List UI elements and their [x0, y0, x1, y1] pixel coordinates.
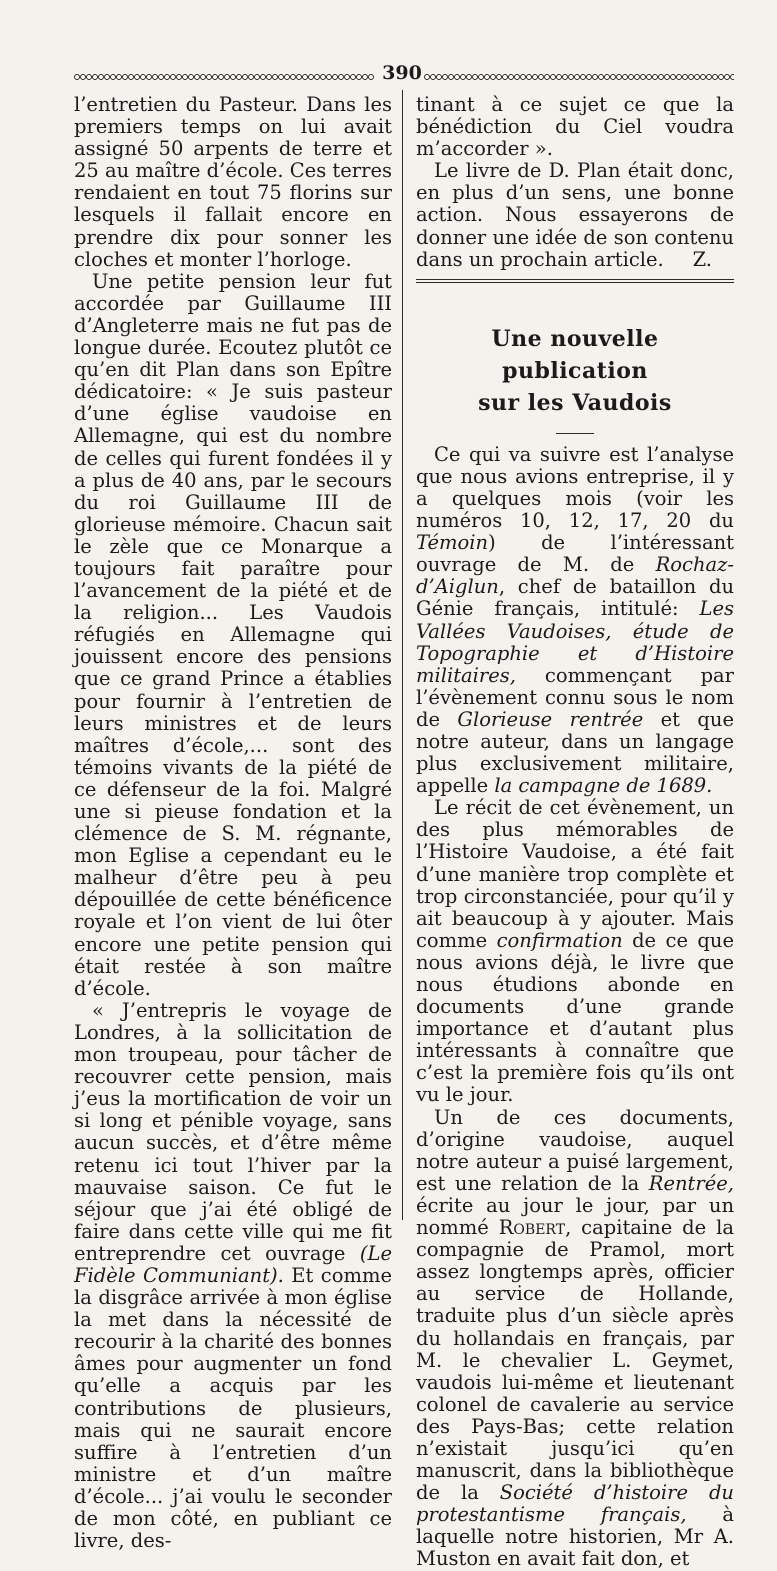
article-title-line: Une nouvelle publication — [491, 325, 659, 384]
text-run: ) de l’intéressant ouvrage de M. de — [416, 531, 734, 577]
text-run: Le récit de cet évènement, un des plus mémorables de l’Histoire Vaudoise, a été fait d’une manière trop complète et trop circonstanciée, pour qu’il y ait beaucoup à y ajouter. Mais comme — [416, 796, 734, 952]
right-column — [416, 94, 734, 1571]
journal-title: Témoin — [416, 531, 489, 555]
text-run: commençant par l’évènement connu sous le nom de — [416, 663, 734, 731]
book-title: Les Vallées Vaudoises, étude de Topographie et d’Histoire militaires, — [416, 597, 734, 687]
article-title-line: sur les Vaudois — [478, 389, 672, 416]
book-title: (Le Fidèle Communiant). — [74, 1241, 392, 1287]
paragraph — [416, 1107, 734, 1571]
paragraph — [416, 797, 734, 1106]
title-rule — [556, 433, 594, 434]
event-name: la campagne de 1689. — [494, 774, 713, 798]
paragraph: l’entretien du Pasteur. Dans les premiers temps on lui avait assigné 50 arpents de terre et 25 au maître d’école. Ces terres rendaient en tout 75 florins sur lesquels il fallait encore en prendre dix pour sonner les cloches et monter l’horloge. — [74, 93, 392, 271]
emphasis: confirmation — [496, 928, 623, 952]
text-run: et que notre auteur, dans un langage plus exclusivement militaire, appelle — [416, 707, 734, 798]
author-name: Rochaz-d’Aiglun — [416, 553, 734, 599]
text-run: Le livre de D. Plan était donc, en plus d’un sens, une bonne action. Nous essayerons de donner une idée de son contenu dans un prochain article. — [416, 159, 734, 271]
page-header — [74, 62, 734, 84]
text-run: à laquelle notre historien, Mr A. Muston en avait fait don, et — [416, 1503, 734, 1571]
paragraph — [416, 160, 734, 270]
text-run: écrite au jour le jour, par un nommé — [416, 1193, 734, 1240]
paragraph: Une petite pension leur fut accordée par Guillaume III d’Angleterre mais ne fut pas de longue durée. Ecoutez plutôt ce qu’en dit Plan dans son Epître dédicatoire: « Je suis pasteur d’une église vaudoise en Allemagne, qui est du nombre de celles qui furent fondées il y a plus de 40 ans, par le secours du roi Guillaume III de glorieuse mémoire. Chacun sait le zèle que ce Monarque a toujours fait paraître pour l’avancement de la piété et de la religion... Les Vaudois réfugiés en Allemagne qui jouissent encore des pensions que ce grand Prince a établies pour fournir à l’entretien de leurs ministres et de leurs maîtres d’école,... sont des témoins vivants de la piété de ce défenseur de la foi. Malgré une si pieuse fondation et la clémence de S. M. régnante, mon Eglise a cependant eu le malheur d’être peu à peu dépouillée de cette bénéficence royale et l’on vient de lui ôter encore une petite pension qui était restée à son maître d’école. — [74, 269, 392, 1000]
text-run: Ce qui va suivre est l’analyse que nous avions entreprise, il y a quelques mois (voir les numéros 10, 12, 17, 20 du — [416, 442, 734, 533]
column-divider — [402, 90, 403, 1220]
text-run: , capitaine de la compagnie de Pramol, mort assez longtemps après, officier au service de Hollande, traduite plus d’un siècle après du hollandais en français, par M. le chevalier L. Geymet, vaudois lui-même et lieutenant colonel de cavalerie au service des Pays-Bas; cette relation n’existait jusqu’ici qu’en manuscrit, dans la bibliothèque de la — [416, 1216, 734, 1505]
page-number: 390 — [382, 62, 422, 84]
header-ornament-right — [424, 74, 734, 80]
society-name: Société d’histoire du protestantisme français, — [416, 1481, 734, 1527]
event-name: Rentrée, — [648, 1171, 734, 1195]
person-name: Robert — [498, 1216, 566, 1240]
header-ornament-left — [74, 74, 374, 80]
text-run: de ce que nous avions déjà, le livre que nous étudions abonde en documents d’une grande importance et d’autant plus intéressants à connaître que c’est la première fois qu’ils ont vu le jour. — [416, 928, 734, 1107]
signature: Z. — [692, 247, 712, 271]
text-run: , chef de bataillon du Génie français, intitulé: — [416, 575, 734, 621]
paragraph — [74, 1000, 392, 1552]
article-title — [416, 323, 734, 419]
paragraph: tinant à ce sujet ce que la bénédiction du Ciel voudra m’accorder ». — [416, 93, 734, 161]
event-name: Glorieuse rentrée — [457, 707, 644, 731]
section-divider — [416, 279, 734, 283]
text-run: « J’entrepris le voyage de Londres, à la sollicitation de mon troupeau, pour tâcher de recouvrer cette pension, mais j’eus la mortification de voir un si long et pénible voyage, sans aucun succès, et d’être même retenu ici tout l’hiver par la mauvaise saison. Ce fut le séjour que j’ai été obligé de faire dans cette ville qui me fit entreprendre cet ouvrage — [74, 998, 392, 1265]
text-run: Un de ces documents, d’origine vaudoise, auquel notre auteur a puisé largement, est une relation de la — [416, 1105, 734, 1195]
text-run: Et comme la disgrâce arrivée à mon église la met dans la nécessité de recourir à la charité des bonnes âmes pour augmenter un fond qu’elle a acquis par les contributions de plusieurs, mais qui ne saurait encore suffire à l’entretien d’un ministre et d’un maître d’école... j’ai voulu le seconder de mon côté, en publiant ce livre, des- — [74, 1263, 392, 1553]
paragraph — [416, 444, 734, 798]
left-column — [74, 94, 392, 1552]
